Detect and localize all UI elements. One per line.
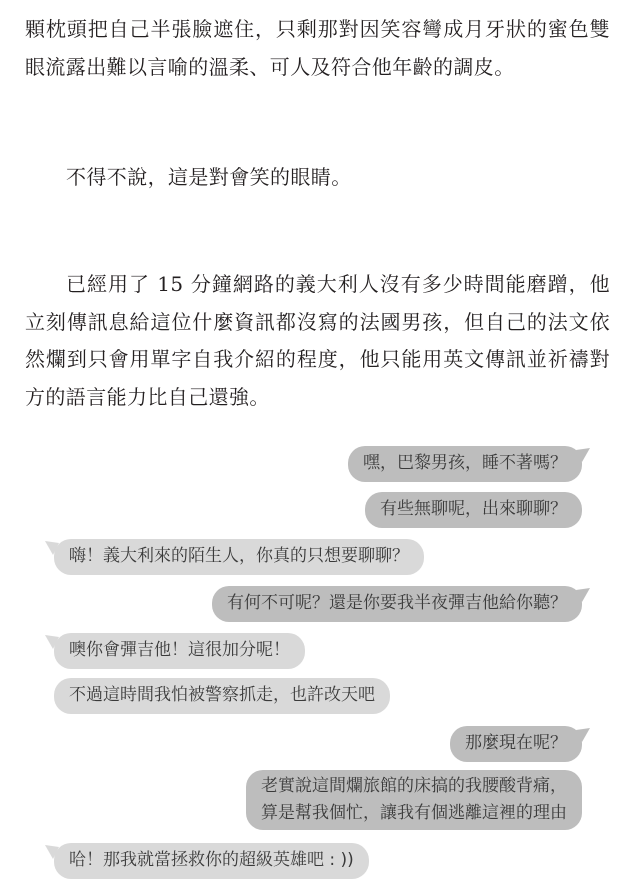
chat-bubble-incoming	[54, 633, 305, 669]
chat-bubble-incoming	[54, 843, 369, 879]
chat-message-text: 那麼現在呢？	[465, 733, 567, 753]
chat-message-text: 有何不可呢？還是你要我半夜彈吉他給你聽？	[227, 593, 567, 613]
bubble-tail	[45, 635, 59, 649]
chat-message-text: 不過這時間我怕被警察抓走，也許改天吧	[69, 685, 375, 705]
chat-bubble-outgoing	[348, 446, 582, 482]
chat-message-text: 哈！那我就當拯救你的超級英雄吧 : ))	[69, 850, 354, 870]
chat-message-text: 嗨！義大利來的陌生人，你真的只想要聊聊？	[69, 546, 409, 566]
story-paragraph: 不得不說，這是對會笑的眼睛。	[66, 165, 352, 189]
chat-message-line: 算是幫我個忙，讓我有個逃離這裡的理由	[261, 803, 567, 823]
chat-message-text: 有些無聊呢，出來聊聊？	[380, 499, 567, 519]
story-paragraph-continued: 顆枕頭把自己半張臉遮住，只剩那對因笑容彎成月牙狀的蜜色雙眼流露出難以言喻的溫柔、可人及符合他年齡的調皮。	[25, 17, 610, 79]
chat-message-text: 嘿，巴黎男孩，睡不著嗎？	[363, 453, 567, 473]
chat-bubble-outgoing	[450, 726, 582, 762]
bubble-tail	[576, 448, 590, 462]
bubble-tail	[45, 845, 59, 859]
bubble-tail	[576, 588, 590, 602]
chat-bubble-outgoing	[212, 586, 582, 622]
chat-bubble-incoming	[54, 539, 424, 575]
chat-message-text: 噢你會彈吉他！這很加分呢！	[69, 640, 290, 660]
chat-bubble-incoming	[54, 678, 390, 714]
chat-bubble-outgoing	[246, 770, 582, 830]
chat-message-line: 老實說這間爛旅館的床搞的我腰酸背痛，	[261, 776, 567, 796]
story-paragraph: 已經用了 15 分鐘網路的義大利人沒有多少時間能磨蹭，他立刻傳訊息給這位什麼資訊都沒寫的法國男孩，但自己的法文依然爛到只會用單字自我介紹的程度，他只能用英文傳訊並祈禱對方的語言能力比自己還強。	[25, 272, 610, 409]
bubble-tail	[576, 728, 590, 742]
chat-bubble-outgoing	[365, 492, 582, 528]
bubble-tail	[45, 541, 59, 555]
